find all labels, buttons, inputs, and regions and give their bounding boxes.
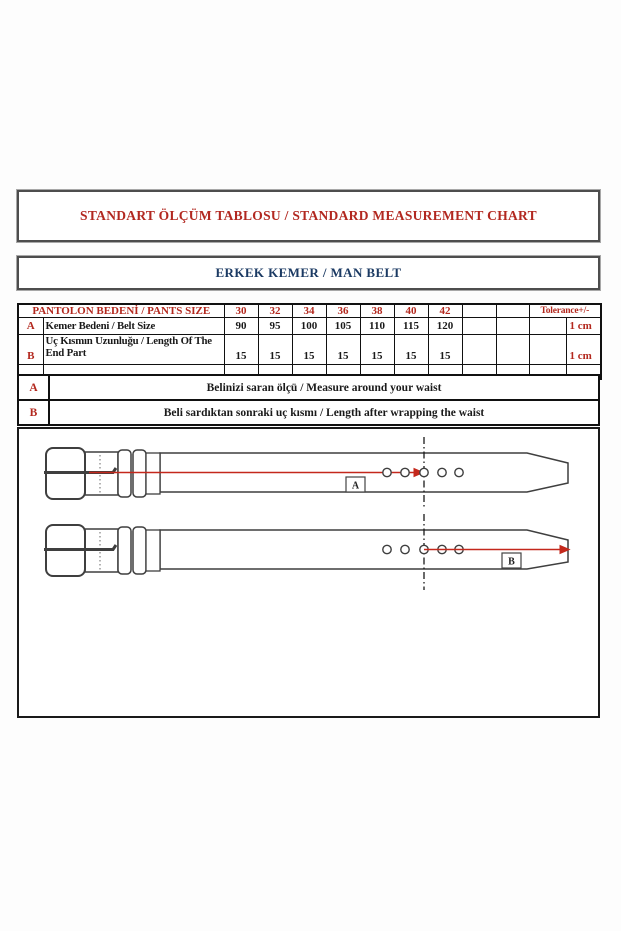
subtitle-box bbox=[17, 256, 600, 290]
value-cell: 15 bbox=[292, 335, 326, 365]
value-cell: 110 bbox=[360, 318, 394, 335]
value-cell: 15 bbox=[394, 335, 428, 365]
legend-text: Beli sardıktan sonraki uç kısmı / Length after wrapping the waist bbox=[49, 400, 599, 425]
empty-cell bbox=[529, 318, 566, 335]
value-cell: 120 bbox=[428, 318, 462, 335]
legend-letter: B bbox=[18, 400, 49, 425]
tolerance-value: 1 cm bbox=[566, 318, 601, 335]
page-title: STANDART ÖLÇÜM TABLOSU / STANDARD MEASUREMENT CHART bbox=[80, 208, 537, 223]
size-table bbox=[17, 303, 602, 380]
belt-diagram-box bbox=[17, 427, 600, 718]
value-cell: 100 bbox=[292, 318, 326, 335]
belt-hole bbox=[455, 468, 463, 476]
row-letter: B bbox=[18, 335, 43, 365]
belt-loop-step bbox=[146, 453, 160, 494]
belt-hole bbox=[420, 468, 428, 476]
pants-size-header: PANTOLON BEDENİ / PANTS SIZE bbox=[18, 304, 224, 318]
value-cell: 15 bbox=[224, 335, 258, 365]
empty-cell bbox=[462, 318, 496, 335]
belt-loop-step bbox=[146, 530, 160, 571]
value-cell: 95 bbox=[258, 318, 292, 335]
size-col-header: 42 bbox=[428, 304, 462, 318]
belt-hole bbox=[438, 468, 446, 476]
empty-cell bbox=[496, 304, 529, 318]
belt-hole bbox=[401, 468, 409, 476]
size-col-header: 32 bbox=[258, 304, 292, 318]
value-cell: 15 bbox=[360, 335, 394, 365]
end-part-row bbox=[18, 335, 601, 365]
size-col-header: 30 bbox=[224, 304, 258, 318]
empty-cell bbox=[462, 304, 496, 318]
belt-loop bbox=[118, 527, 131, 574]
size-col-header: 36 bbox=[326, 304, 360, 318]
size-col-header: 38 bbox=[360, 304, 394, 318]
belt-a-diagram bbox=[44, 437, 568, 508]
legend-text: Belinizi saran ölçü / Measure around your waist bbox=[49, 375, 599, 400]
size-table-header-row bbox=[18, 304, 601, 318]
tolerance-header: Tolerance+/- bbox=[529, 304, 601, 318]
tolerance-value: 1 cm bbox=[566, 335, 601, 365]
value-cell: 15 bbox=[428, 335, 462, 365]
belt-hole bbox=[383, 545, 391, 553]
value-cell: 115 bbox=[394, 318, 428, 335]
legend-row-b bbox=[18, 400, 599, 425]
belt-hole bbox=[383, 468, 391, 476]
row-label: Uç Kısmın Uzunluğu / Length Of The End Part bbox=[43, 335, 224, 365]
empty-cell bbox=[496, 335, 529, 365]
legend-row-a bbox=[18, 375, 599, 400]
label-b: B bbox=[508, 556, 515, 568]
title-box bbox=[17, 190, 600, 242]
value-cell: 15 bbox=[258, 335, 292, 365]
empty-cell bbox=[496, 318, 529, 335]
row-label: Kemer Bedeni / Belt Size bbox=[43, 318, 224, 335]
page-subtitle: ERKEK KEMER / MAN BELT bbox=[215, 265, 402, 280]
value-cell: 15 bbox=[326, 335, 360, 365]
value-cell: 105 bbox=[326, 318, 360, 335]
size-col-header: 40 bbox=[394, 304, 428, 318]
legend-table bbox=[17, 374, 600, 426]
empty-cell bbox=[529, 335, 566, 365]
row-letter: A bbox=[18, 318, 43, 335]
legend-letter: A bbox=[18, 375, 49, 400]
belt-loop bbox=[133, 450, 146, 497]
belt-loop bbox=[133, 527, 146, 574]
empty-cell bbox=[462, 335, 496, 365]
belt-loop bbox=[118, 450, 131, 497]
belt-size-row bbox=[18, 318, 601, 335]
value-cell: 90 bbox=[224, 318, 258, 335]
label-a: A bbox=[351, 480, 360, 492]
belt-b-diagram bbox=[44, 514, 568, 590]
belt-hole bbox=[401, 545, 409, 553]
size-col-header: 34 bbox=[292, 304, 326, 318]
belt-diagrams bbox=[19, 429, 598, 716]
